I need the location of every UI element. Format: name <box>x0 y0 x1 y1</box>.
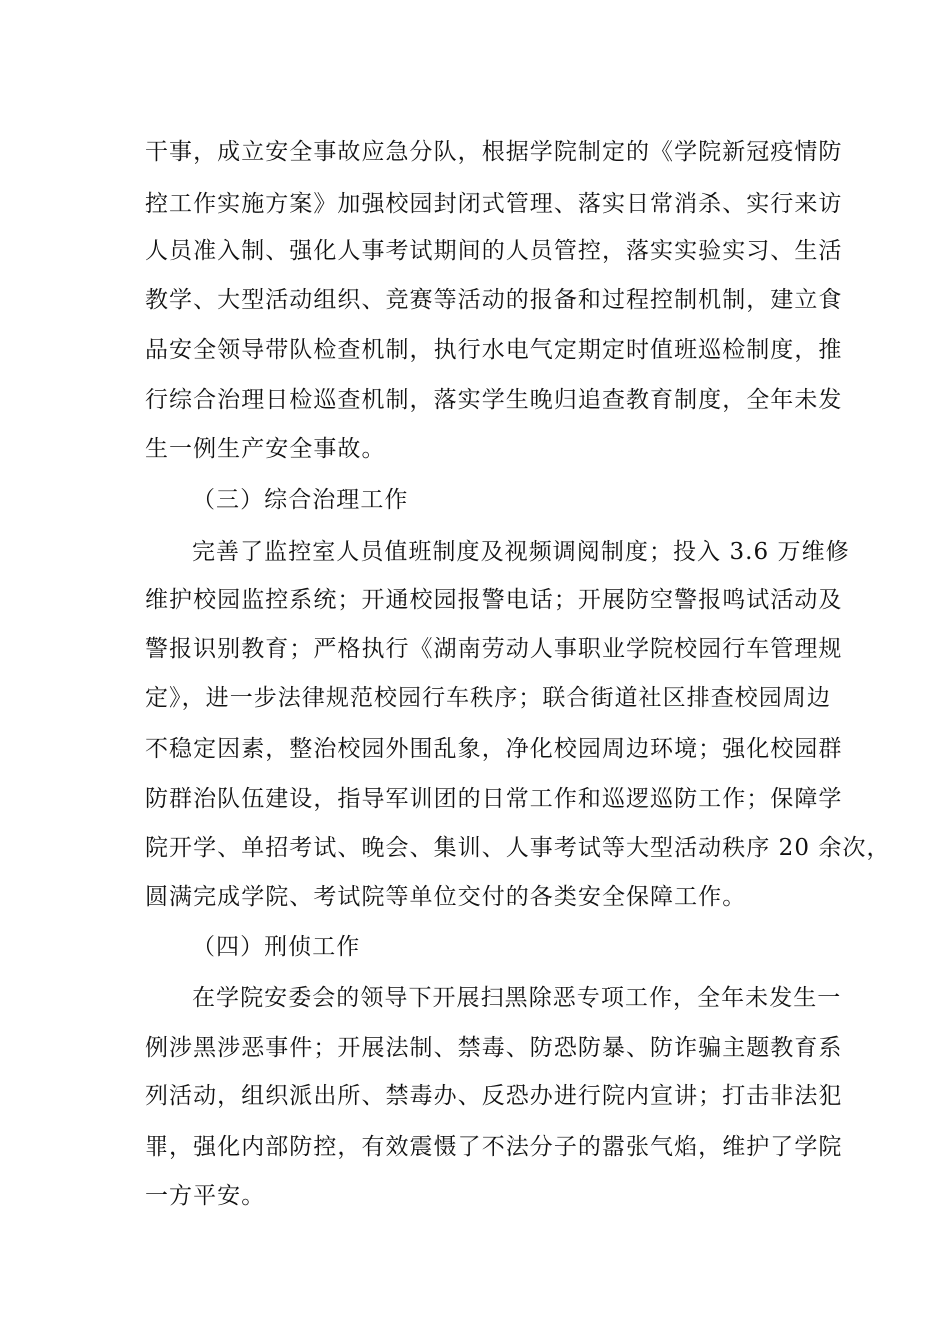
paragraph-3-line-3: 列活动，组织派出所、禁毒办、反恐办进行院内宣讲；打击非法犯 <box>145 1083 843 1109</box>
paragraph-2-line-7: 院开学、单招考试、晚会、集训、人事考试等大型活动秩序 20 余次， <box>145 835 891 861</box>
paragraph-1-line-1: 干事，成立安全事故应急分队，根据学院制定的《学院新冠疫情防 <box>145 139 843 165</box>
paragraph-3-line-4: 罪，强化内部防控，有效震慑了不法分子的嚣张气焰，维护了学院 <box>145 1134 843 1160</box>
paragraph-2-line-4: 定》，进一步法律规范校园行车秩序；联合街道社区排查校园周边 <box>145 685 831 711</box>
paragraph-2-line-6: 防群治队伍建设，指导军训团的日常工作和巡逻巡防工作；保障学 <box>145 786 843 812</box>
paragraph-2-line-2: 维护校园监控系统；开通校园报警电话；开展防空警报鸣试活动及 <box>145 587 843 613</box>
paragraph-3-line-1: 在学院安委会的领导下开展扫黑除恶专项工作，全年未发生一 <box>192 985 842 1011</box>
section-heading-3: （三）综合治理工作 <box>192 487 409 513</box>
paragraph-3-line-2: 例涉黑涉恶事件；开展法制、禁毒、防恐防暴、防诈骗主题教育系 <box>145 1035 843 1061</box>
section-heading-4: （四）刑侦工作 <box>192 934 361 960</box>
paragraph-1-line-4: 教学、大型活动组织、竞赛等活动的报备和过程控制机制，建立食 <box>145 287 843 313</box>
paragraph-1-line-2: 控工作实施方案》加强校园封闭式管理、落实日常消杀、实行来访 <box>145 191 843 217</box>
paragraph-1-line-6: 行综合治理日检巡查机制，落实学生晚归追查教育制度，全年未发 <box>145 387 843 413</box>
paragraph-1-line-5: 品安全领导带队检查机制，执行水电气定期定时值班巡检制度，推 <box>145 337 843 363</box>
paragraph-3-line-5: 一方平安。 <box>145 1183 266 1209</box>
paragraph-2-line-3: 警报识别教育；严格执行《湖南劳动人事职业学院校园行车管理规 <box>145 636 843 662</box>
paragraph-2-line-8: 圆满完成学院、考试院等单位交付的各类安全保障工作。 <box>145 884 747 910</box>
paragraph-2-line-5: 不稳定因素，整治校园外围乱象，净化校园周边环境；强化校园群 <box>145 736 843 762</box>
paragraph-1-line-3: 人员准入制、强化人事考试期间的人员管控，落实实验实习、生活 <box>145 238 843 264</box>
paragraph-1-line-7: 生一例生产安全事故。 <box>145 436 386 462</box>
paragraph-2-line-1: 完善了监控室人员值班制度及视频调阅制度；投入 3.6 万维修 <box>192 539 850 565</box>
